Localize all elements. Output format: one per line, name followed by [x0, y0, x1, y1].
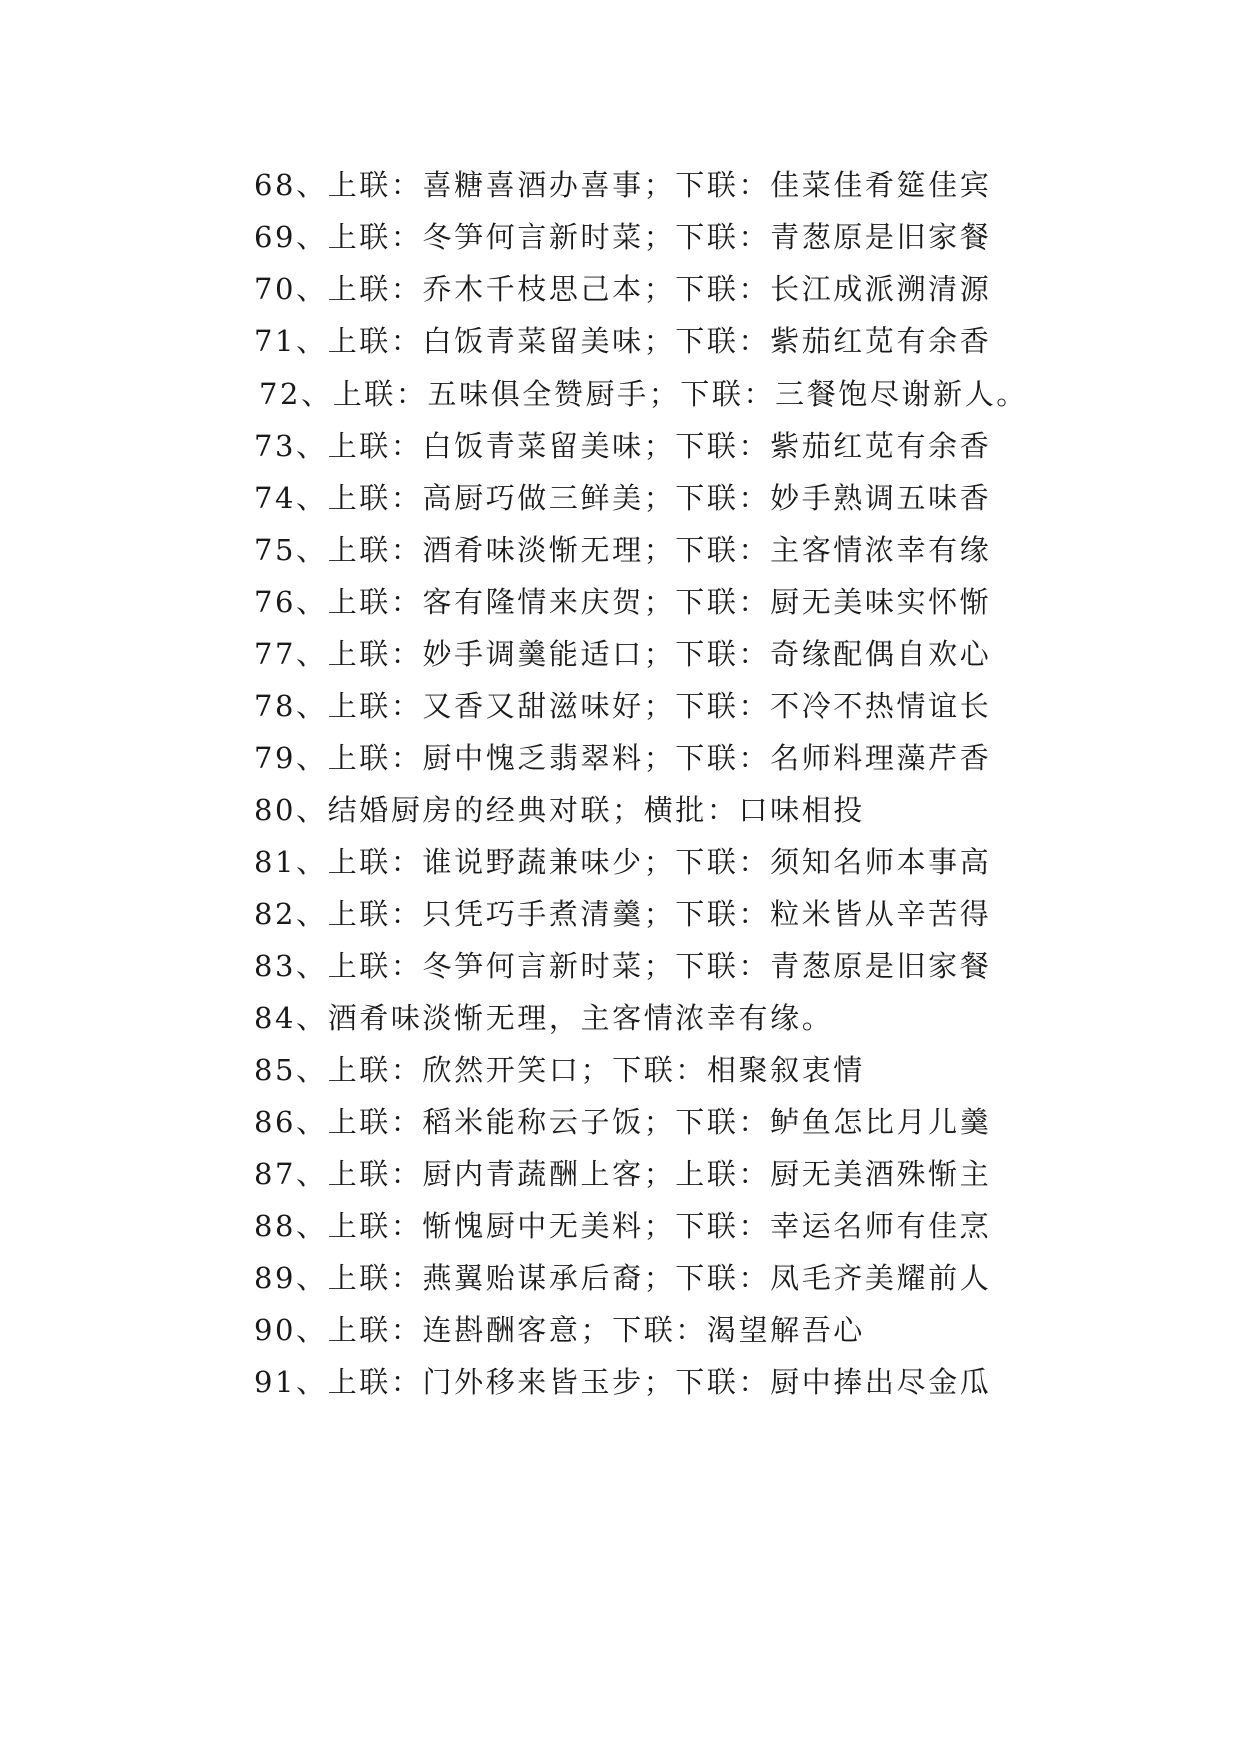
couplet-line-86: 86、上联：稻米能称云子饭；下联：鲈鱼怎比月儿羹	[254, 1105, 992, 1139]
couplet-line-69: 69、上联：冬笋何言新时菜；下联：青葱原是旧家餐	[254, 220, 992, 254]
couplet-line-82: 82、上联：只凭巧手煮清羹；下联：粒米皆从辛苦得	[254, 897, 992, 931]
couplet-line-81: 81、上联：谁说野蔬兼味少；下联：须知名师本事高	[254, 845, 992, 879]
couplet-line-90: 90、上联：连斟酬客意；下联：渴望解吾心	[254, 1313, 865, 1347]
couplet-line-79: 79、上联：厨中愧乏翡翠料；下联：名师料理藻芹香	[254, 741, 992, 775]
couplet-line-83: 83、上联：冬笋何言新时菜；下联：青葱原是旧家餐	[254, 949, 992, 983]
couplet-line-70: 70、上联：乔木千枝思己本；下联：长江成派溯清源	[254, 272, 992, 306]
couplet-line-77: 77、上联：妙手调羹能适口；下联：奇缘配偶自欢心	[254, 637, 992, 671]
couplet-line-74: 74、上联：高厨巧做三鲜美；下联：妙手熟调五味香	[254, 481, 992, 515]
couplet-line-78: 78、上联：又香又甜滋味好；下联：不冷不热情谊长	[254, 689, 992, 723]
couplet-line-84: 84、酒肴味淡惭无理，主客情浓幸有缘。	[254, 1001, 834, 1035]
couplet-line-76: 76、上联：客有隆情来庆贺；下联：厨无美味实怀惭	[254, 585, 992, 619]
couplet-line-80: 80、结婚厨房的经典对联；横批：口味相投	[254, 793, 865, 827]
couplet-line-73: 73、上联：白饭青菜留美味；下联：紫茄红苋有余香	[254, 429, 992, 463]
couplet-line-68: 68、上联：喜糖喜酒办喜事；下联：佳菜佳肴筵佳宾	[254, 168, 992, 202]
couplet-line-89: 89、上联：燕翼贻谋承后裔；下联：凤毛齐美耀前人	[254, 1261, 992, 1295]
couplet-line-87: 87、上联：厨内青蔬酬上客；上联：厨无美酒殊惭主	[254, 1157, 992, 1191]
couplet-line-91: 91、上联：门外移来皆玉步；下联：厨中捧出尽金瓜	[254, 1365, 992, 1399]
couplet-line-71: 71、上联：白饭青菜留美味；下联：紫茄红苋有余香	[254, 324, 992, 358]
couplet-line-85: 85、上联：欣然开笑口；下联：相聚叙衷情	[254, 1053, 865, 1087]
couplet-line-72: 72、上联：五味俱全赞厨手；下联：三餐饱尽谢新人。	[259, 377, 1028, 411]
couplet-line-88: 88、上联：惭愧厨中无美料；下联：幸运名师有佳烹	[254, 1209, 992, 1243]
couplet-line-75: 75、上联：酒肴味淡惭无理；下联：主客情浓幸有缘	[254, 533, 992, 567]
